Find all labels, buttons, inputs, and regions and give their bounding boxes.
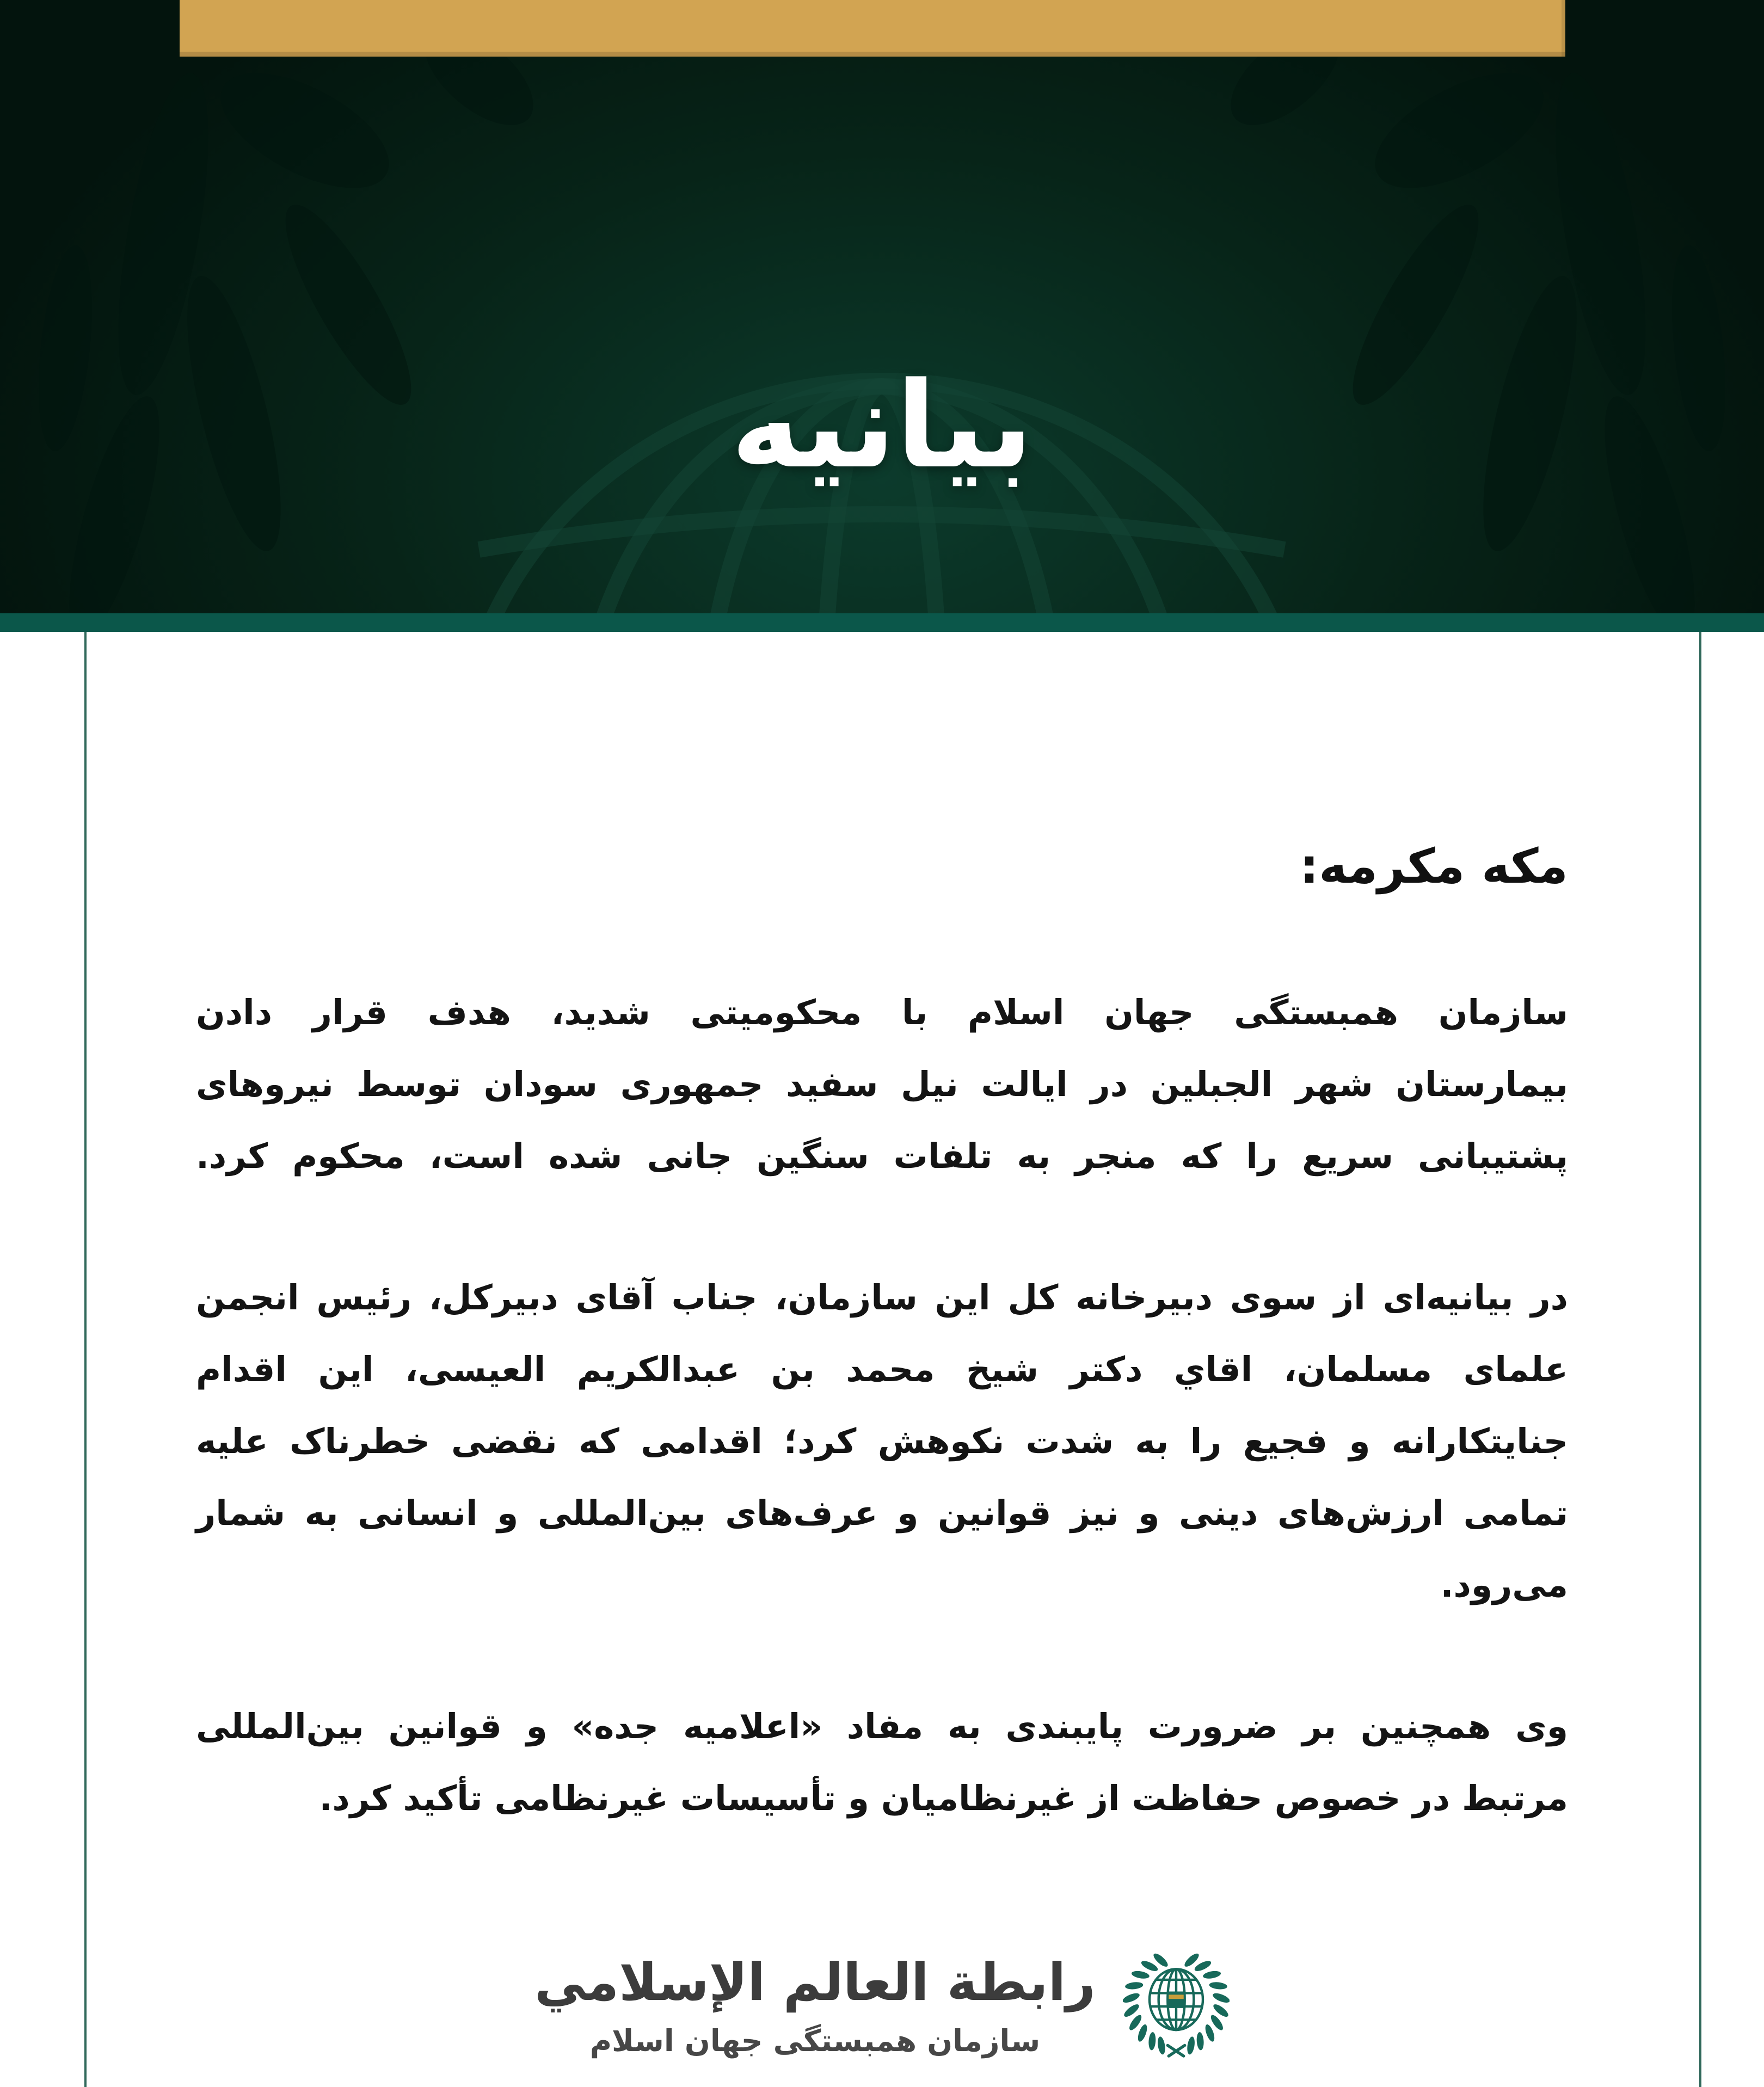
paragraph-2 xyxy=(196,1262,1568,1621)
header-banner xyxy=(0,0,1764,613)
paragraph-2-line-1: در بیانیه‌ای از سوی دبیرخانه کل این سازمان، جناب آقای دبیرکل، رئیس انجمن xyxy=(196,1277,1568,1318)
gold-accent-bar xyxy=(180,0,1565,57)
arabic-calligraphy-name: رابطة العالم الإسلامي xyxy=(534,1953,1096,2013)
paragraph-3 xyxy=(196,1691,1568,1834)
salutation-heading: مکه مکرمه: xyxy=(1299,838,1568,894)
right-vertical-rule xyxy=(1699,632,1701,2087)
persian-org-name: سازمان همبستگی جهان اسلام xyxy=(589,2023,1041,2058)
statement-body xyxy=(0,632,1764,2087)
paragraph-1-line-2: بیمارستان شهر الجبلین در ایالت نیل سفید جمهوری سودان توسط نیروهای xyxy=(196,1064,1568,1104)
laurel-globe-watermark xyxy=(0,0,1764,613)
logo-text-block xyxy=(534,1950,1096,2059)
paragraph-3-line-2: مرتبط در خصوص حفاظت از غیرنظامیان و تأسیسات غیرنظامی تأکید کرد. xyxy=(319,1778,1568,1818)
wreath-stems xyxy=(1167,2045,1184,2056)
organization-logo xyxy=(0,1946,1764,2064)
paragraph-2-line-2: علمای مسلمان، اقاي دکتر شیخ محمد بن عبدالکریم العیسی، این اقدام xyxy=(196,1349,1568,1389)
kaaba-icon xyxy=(1169,1991,1183,2008)
paragraph-1 xyxy=(196,977,1568,1192)
paragraph-1-line-1: سازمان همبستگی جهان اسلام با محکومیتی شدید، هدف قرار دادن xyxy=(196,992,1568,1032)
left-vertical-rule xyxy=(84,632,87,2087)
paragraph-2-line-3: جنایتکارانه و فجیع را به شدت نکوهش کرد؛ اقدامی که نقضی خطرناک علیه xyxy=(196,1421,1568,1461)
globe-wreath-emblem xyxy=(1123,1946,1230,2064)
teal-divider xyxy=(0,613,1764,632)
paragraph-1-line-3: پشتیبانی سریع را که منجر به تلفات سنگین جانی شده است، محکوم کرد. xyxy=(196,1136,1568,1176)
statement-title: بیانیه xyxy=(730,357,1034,495)
paragraph-2-line-4: تمامی ارزش‌های دینی و نیز قوانین و عرف‌های بین‌المللی و انسانی به شمار می‌رود. xyxy=(196,1493,1568,1605)
statement-text-column xyxy=(0,632,1764,1834)
paragraph-3-line-1: وی همچنین بر ضرورت پایبندی به مفاد «اعلامیه جده» و قوانین بین‌المللی xyxy=(196,1706,1568,1746)
leaf-watermarks xyxy=(30,9,1734,613)
